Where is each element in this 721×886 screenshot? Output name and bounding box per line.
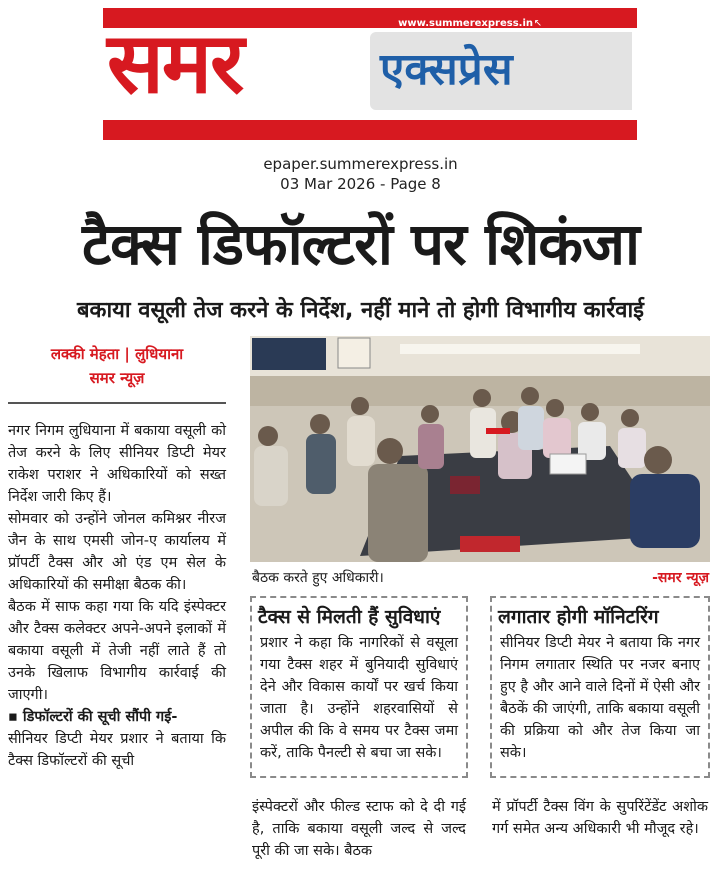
column-1-text [8,420,226,772]
column-3-text: में प्रॉपर्टी टैक्स विंग के सुपरिंटेंडेंट अशोक गर्ग समेत अन्य अधिकारी भी मौजूद रहे। [492,799,708,837]
photo-credit: -समर न्यूज़ [652,570,709,586]
box-title: टैक्स से मिलती हैं सुविधाएं [258,606,441,628]
meeting-photo [250,336,710,562]
paragraph: बैठक में साफ कहा गया कि यदि इंस्पेक्टर और टैक्स कलेक्टर अपने-अपने इलाकों में बकाया वसूली में तेजी नहीं लाते हैं तो उनके खिलाफ विभागीय कार्रवाई की जाएगी। [8,599,226,703]
cursor-arrow-icon: ↖ [533,18,542,29]
article-headline: टैक्स डिफॉल्टरों पर शिकंजा [81,210,640,278]
column-2-text: इंस्पेक्टरों और फील्ड स्टाफ को दे दी गई है, ताकि बकाया वसूली जल्द से जल्द पूरी की जा सके। बैठक [252,799,466,859]
masthead-url[interactable]: www.summerexpress.in [398,18,533,29]
byline-divider [8,402,226,404]
logo-primary: समर [107,14,243,112]
logo-secondary: एक्सप्रेस [380,44,513,95]
box-body: प्रशार ने कहा कि नागरिकों से वसूला गया टैक्स शहर में बुनियादी सुविधाएं देने और विकास कार्यों पर खर्च किया जाता है। उन्होंने शहरवासियों से अपील की कि वे समय पर टैक्स जमा करें, ताकि पैनल्टी से बचा जा सके। [260,635,458,761]
article-subheadline: बकाया वसूली तेज करने के निर्देश, नहीं माने तो होगी विभागीय कार्रवाई [77,298,644,323]
epaper-site[interactable]: epaper.summerexpress.in [263,155,458,173]
box-title: लगातार होगी मॉनिटरिंग [498,606,659,628]
meeting-photo-illustration [250,336,710,562]
subsection-lead: ▪ डिफॉल्टरों की सूची सौंपी गई- [8,709,178,725]
paragraph: सोमवार को उन्होंने जोनल कमिश्नर नीरज जैन के साथ एमसी जोन-ए कार्यालय में प्रॉपर्टी टैक्स और ओ एंड एम सेल के अधिकारियों की समीक्षा बैठक की। [8,511,226,593]
box-body: सीनियर डिप्टी मेयर ने बताया कि नगर निगम लगातार स्थिति पर नजर बनाए हुए है और आने वाले दिनों में ऐसी और बैठकें की जाएंगी, ताकि बकाया वसूली की प्रक्रिया को और तेज किया जा सके। [500,635,700,761]
byline-agency: समर न्यूज़ [89,369,145,387]
photo-caption: बैठक करते हुए अधिकारी। [252,570,384,586]
epaper-date-page: 03 Mar 2026 - Page 8 [280,175,441,193]
byline-author: लक्की मेहता | लुधियाना [50,345,184,363]
paragraph: नगर निगम लुधियाना में बकाया वसूली को तेज करने के लिए सीनियर डिप्टी मेयर राकेश पराशर ने अधिकारियों को सख्त निर्देश जारी किए हैं। [8,423,226,505]
sidebar-box-facilities [250,596,468,778]
paragraph: सीनियर डिप्टी मेयर प्रशार ने बताया कि टैक्स डिफॉल्टरों की सूची [8,731,226,769]
sidebar-box-monitoring [490,596,710,778]
